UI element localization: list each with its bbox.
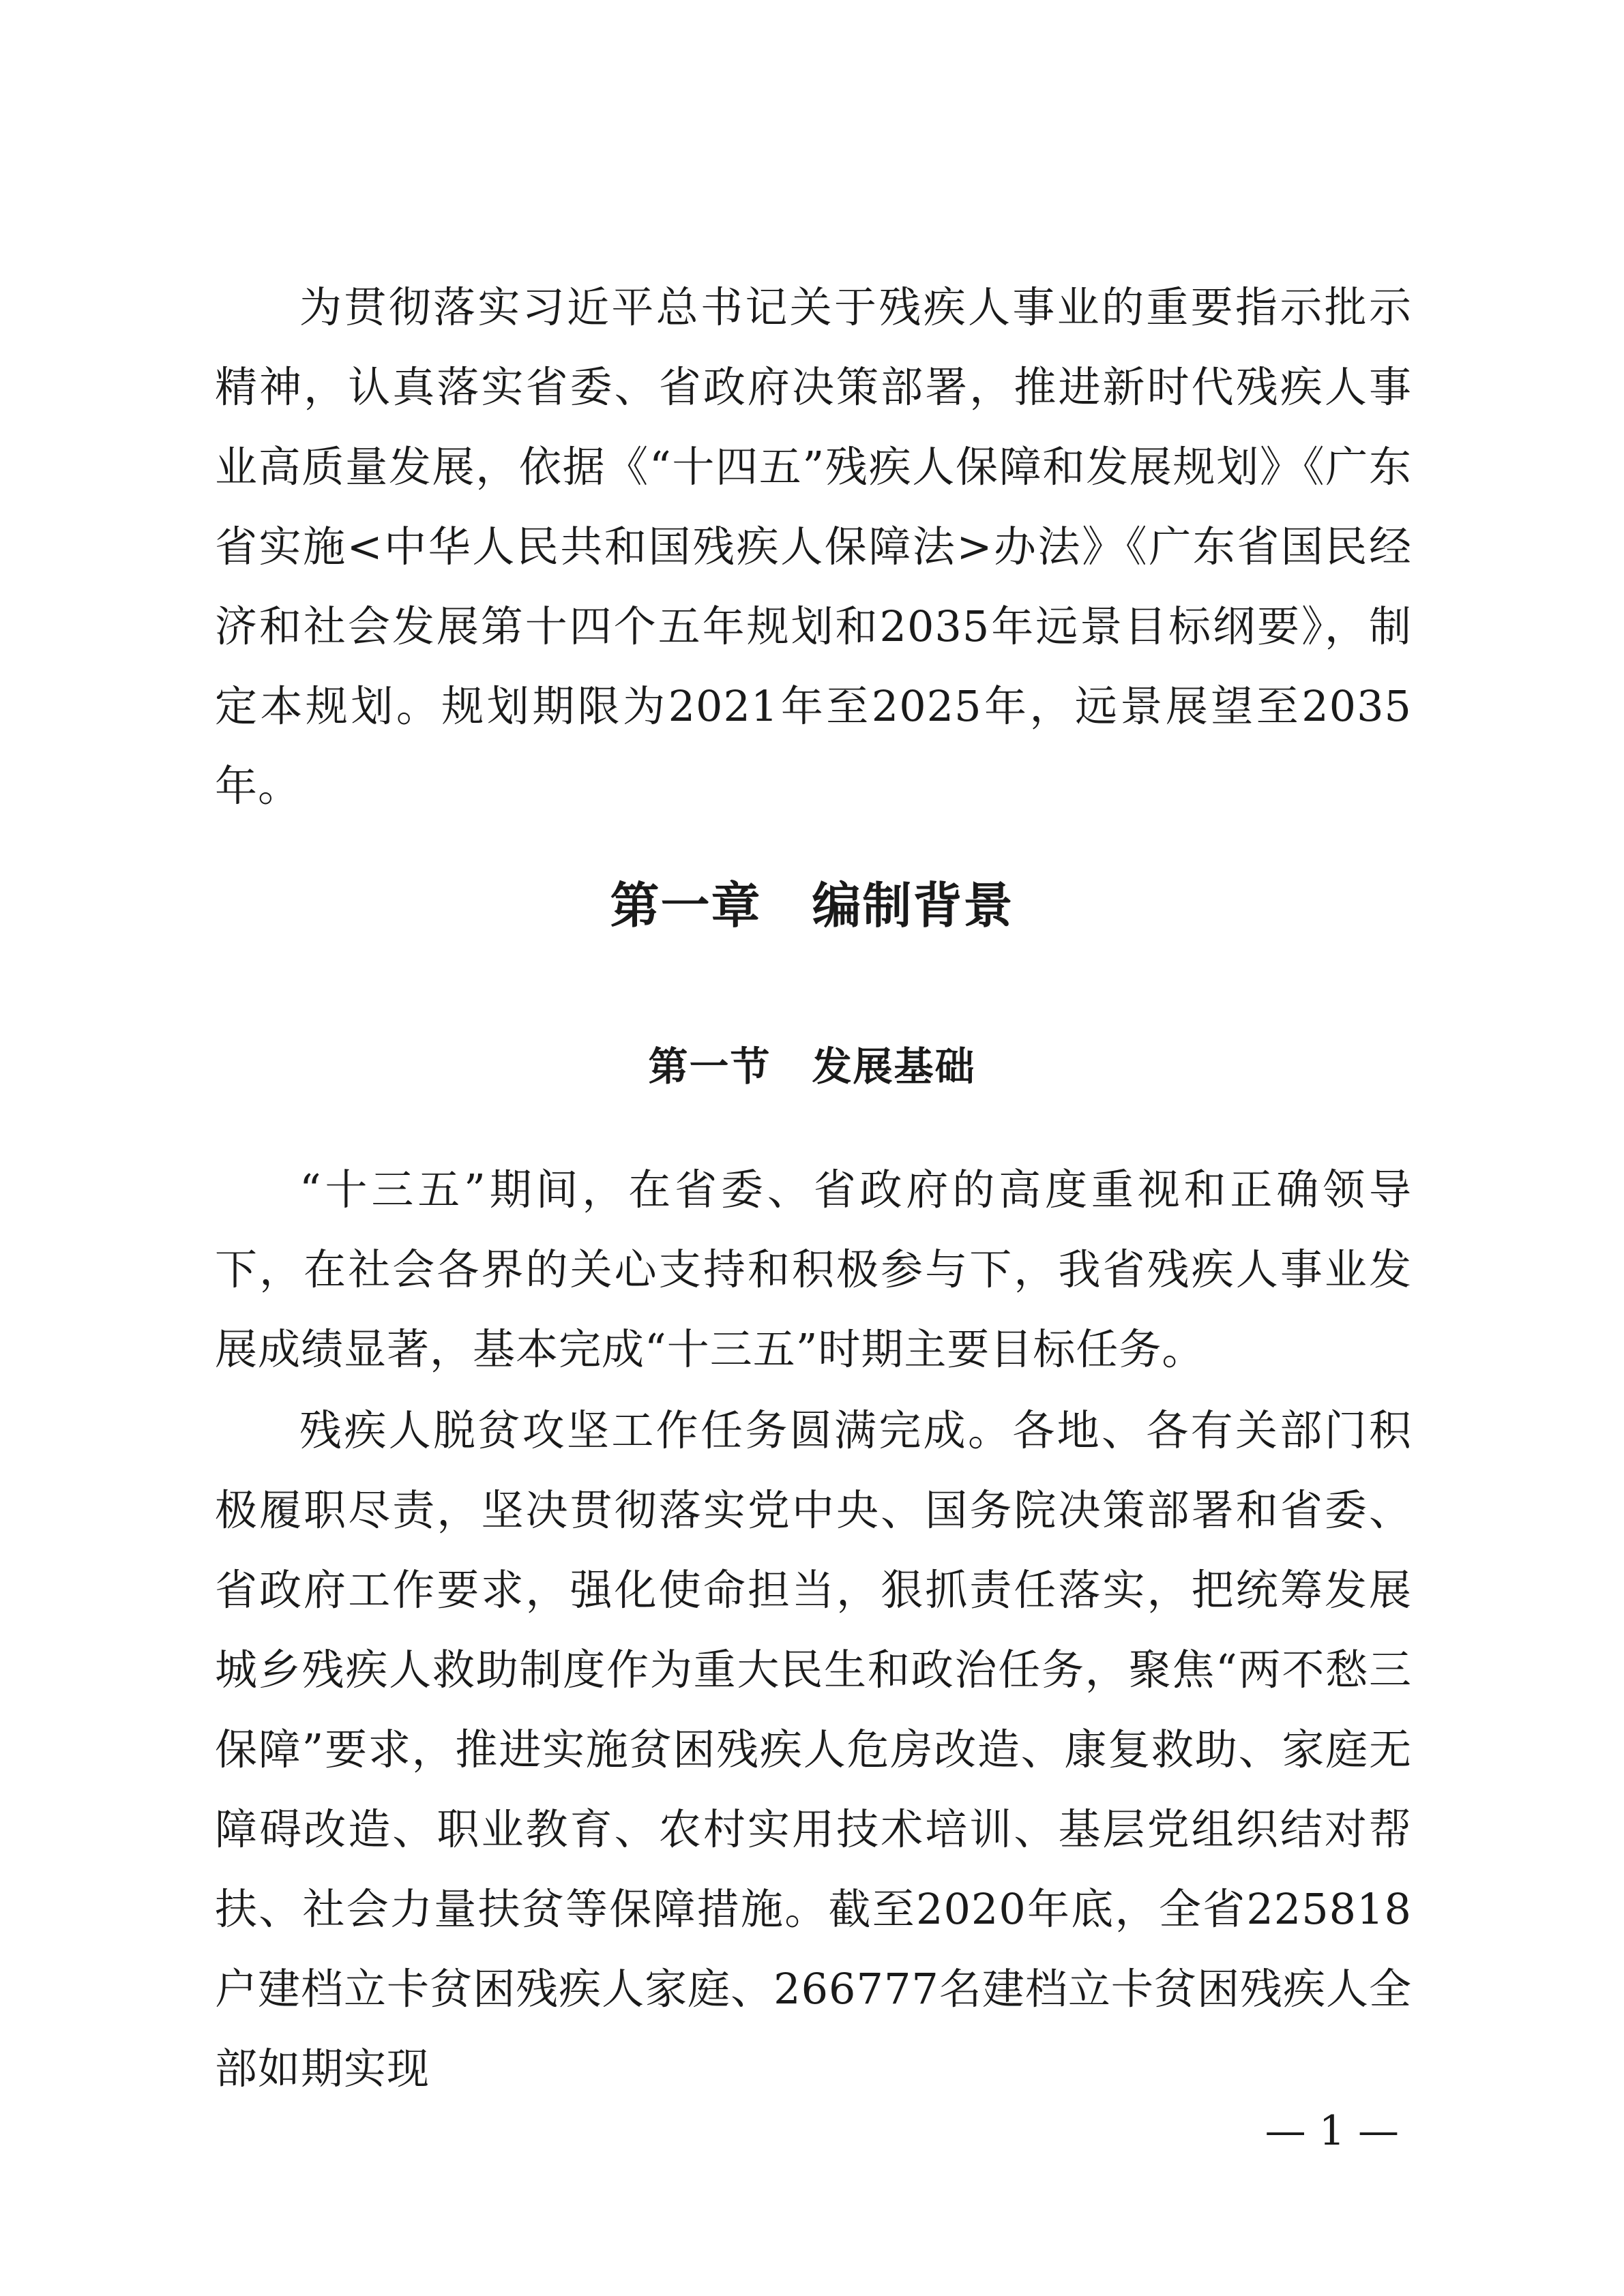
intro-section <box>215 267 1412 826</box>
body-paragraph: “十三五”期间，在省委、省政府的高度重视和正确领导下，在社会各界的关心支持和积极参与下，我省残疾人事业发展成绩显著，基本完成“十三五”时期主要目标任务。 <box>215 1165 1412 1374</box>
chapter-title: 第一章 编制背景 <box>610 876 1014 934</box>
body-paragraph-block <box>215 1390 1412 2108</box>
section-title: 第一节 发展基础 <box>648 1043 976 1090</box>
intro-paragraph: 为贯彻落实习近平总书记关于残疾人事业的重要指示批示精神，认真落实省委、省政府决策部署，推进新时代残疾人事业高质量发展，依据《“十四五”残疾人保障和发展规划》《广东省实施<中华人民共和国残疾人保障法>办法》《广东省国民经济和社会发展第十四个五年规划和2035年远景目标纲要》，制定本规划。规划期限为2021年至2025年，远景展望至2035年。 <box>215 282 1412 811</box>
page-number: — 1 — <box>1265 2107 1399 2155</box>
body-paragraph: 残疾人脱贫攻坚工作任务圆满完成。各地、各有关部门积极履职尽责，坚决贯彻落实党中央、国务院决策部署和省委、省政府工作要求，强化使命担当，狠抓责任落实，把统筹发展城乡残疾人救助制度作为重大民生和政治任务，聚焦“两不愁三保障”要求，推进实施贫困残疾人危房改造、康复救助、家庭无障碍改造、职业教育、农村实用技术培训、基层党组织结对帮扶、社会力量扶贫等保障措施。截至2020年底，全省225818户建档立卡贫困残疾人家庭、266777名建档立卡贫困残疾人全部如期实现 <box>215 1405 1412 2093</box>
body-paragraph-block <box>215 1150 1412 1389</box>
